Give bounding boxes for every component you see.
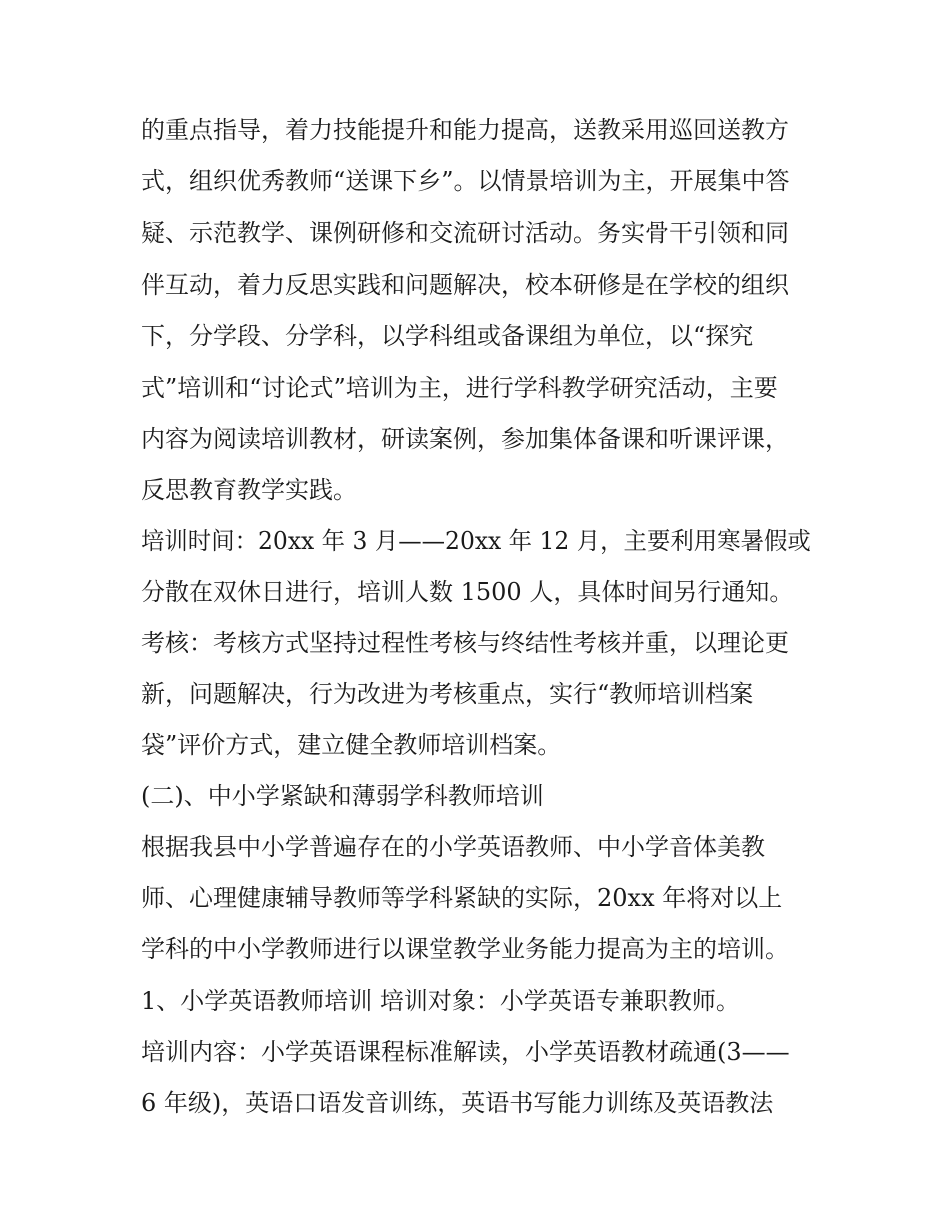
paragraph-line: 疑、示范教学、课例研修和交流研讨活动。务实骨干引领和同 (141, 219, 789, 247)
paragraph-line: 1、小学英语教师培训 培训对象：小学英语专兼职教师。 (141, 987, 740, 1015)
paragraph-line: 考核：考核方式坚持过程性考核与终结性考核并重，以理论更 (141, 629, 789, 657)
paragraph-line: 培训内容：小学英语课程标准解读，小学英语教材疏通(3—— (141, 1038, 790, 1066)
paragraph-line: 6 年级)，英语口语发音训练，英语书写能力训练及英语教法 (141, 1089, 774, 1117)
paragraph-line: 培训时间：20xx 年 3 月——20xx 年 12 月，主要利用寒暑假或 (141, 527, 811, 555)
paragraph-line: 下，分学段、分学科，以学科组或备课组为单位，以“探究 (141, 322, 754, 350)
paragraph-line: 反思教育教学实践。 (141, 476, 357, 504)
section-heading: (二)、中小学紧缺和薄弱学科教师培训 (141, 782, 544, 810)
paragraph-line: 分散在双休日进行，培训人数 1500 人，具体时间另行通知。 (141, 578, 794, 606)
paragraph-line: 伴互动，着力反思实践和问题解决，校本研修是在学校的组织 (141, 271, 789, 299)
paragraph-line: 根据我县中小学普遍存在的小学英语教师、中小学音体美教 (141, 833, 765, 861)
paragraph-line: 新，问题解决，行为改进为考核重点，实行“教师培训档案 (141, 680, 754, 708)
paragraph-line: 式，组织优秀教师“送课下乡”。以情景培训为主，开展集中答 (141, 167, 790, 195)
paragraph-line: 师、心理健康辅导教师等学科紧缺的实际，20xx 年将对以上 (141, 884, 783, 912)
paragraph-line: 学科的中小学教师进行以课堂教学业务能力提高为主的培训。 (141, 935, 789, 963)
paragraph-line: 袋”评价方式，建立健全教师培训档案。 (141, 731, 562, 759)
paragraph-line: 的重点指导，着力技能提升和能力提高，送教采用巡回送教方 (141, 116, 789, 144)
paragraph-line: 式”培训和“讨论式”培训为主，进行学科教学研究活动，主要 (141, 374, 778, 402)
paragraph-line: 内容为阅读培训教材，研读案例，参加集体备课和听课评课， (141, 425, 789, 453)
